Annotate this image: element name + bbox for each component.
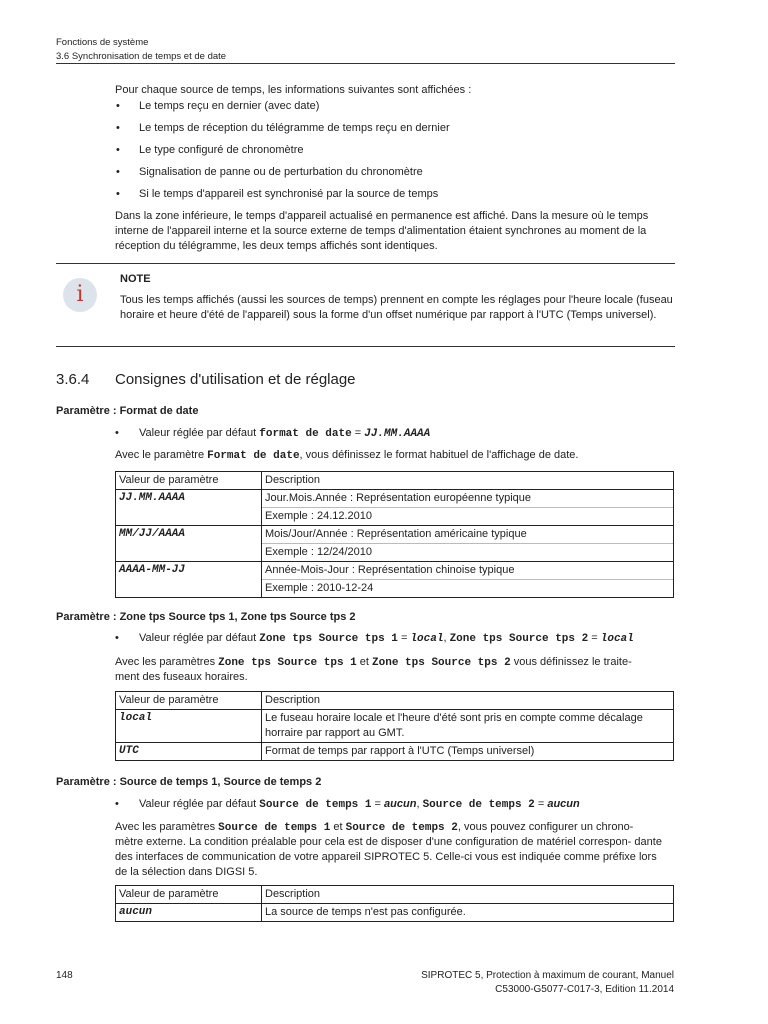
footer-doc-ref: C53000-G5077-C017-3, Edition 11.2014 bbox=[495, 984, 674, 995]
param2-table bbox=[115, 691, 674, 761]
info-glyph: i bbox=[76, 282, 84, 307]
param3-table bbox=[115, 885, 674, 922]
param-name: format de date bbox=[259, 428, 352, 440]
header-divider bbox=[56, 63, 675, 64]
table-header-row: Valeur de paramètre Description bbox=[116, 692, 674, 710]
param1-description: Avec le paramètre Format de date, vous définissez le format habituel de l'affichage de date. bbox=[115, 449, 579, 462]
param1-default: • Valeur réglée par défaut format de date = JJ.MM.AAAA bbox=[115, 427, 431, 440]
running-header-section: Fonctions de système bbox=[56, 37, 149, 48]
info-icon bbox=[63, 278, 97, 312]
table-row: MM/JJ/AAAA Mois/Jour/Année : Représentation américaine typique Exemple : 12/24/2010 bbox=[116, 526, 674, 562]
footer-doc-title: SIPROTEC 5, Protection à maximum de courant, Manuel bbox=[421, 970, 674, 981]
param2-description: Avec les paramètres Zone tps Source tps 1 et Zone tps Source tps 2 vous définissez le traite- bbox=[115, 656, 632, 669]
list-item: • Si le temps d'appareil est synchronisé par la source de temps bbox=[115, 187, 677, 209]
list-item: • Signalisation de panne ou de perturbation du chronomètre bbox=[115, 165, 677, 187]
intro-lead: Pour chaque source de temps, les informations suivantes sont affichées : bbox=[115, 84, 472, 96]
table-row: JJ.MM.AAAA Jour.Mois.Année : Représentation européenne typique Exemple : 24.12.2010 bbox=[116, 490, 674, 526]
param2-heading: Paramètre : Zone tps Source tps 1, Zone tps Source tps 2 bbox=[56, 611, 356, 623]
running-header-subsection: 3.6 Synchronisation de temps et de date bbox=[56, 51, 227, 62]
section-number: 3.6.4 bbox=[56, 371, 90, 388]
param3-heading: Paramètre : Source de temps 1, Source de temps 2 bbox=[56, 776, 322, 788]
list-item: • Le temps de réception du télégramme de temps reçu en dernier bbox=[115, 121, 677, 143]
table-header-row: Valeur de paramètre Description bbox=[116, 472, 674, 490]
page-number: 148 bbox=[56, 970, 73, 981]
intro-paragraph: Dans la zone inférieure, le temps d'appareil actualisé en permanence est affiché. Dans la mesure où le temps interne de l'appareil interne et la source externe de temps d'alimentation étaient synchrones au moment de la réception du télégramme, les deux temps affichés sont identiques. bbox=[115, 210, 649, 252]
param3-description: Avec les paramètres Source de temps 1 et Source de temps 2, vous pouvez configurer un chrono- bbox=[115, 821, 634, 834]
param2-description-cont: ment des fuseaux horaires. bbox=[115, 671, 248, 683]
note-top-rule bbox=[56, 263, 675, 264]
table-row: aucun La source de temps n'est pas configurée. bbox=[116, 904, 674, 922]
note-bottom-rule bbox=[56, 346, 675, 347]
param1-heading: Paramètre : Format de date bbox=[56, 405, 199, 417]
note-title: NOTE bbox=[120, 273, 151, 285]
table-row: UTC Format de temps par rapport à l'UTC (Temps universel) bbox=[116, 743, 674, 761]
list-item: • Le type configuré de chronomètre bbox=[115, 143, 677, 165]
list-item: • Le temps reçu en dernier (avec date) bbox=[115, 99, 677, 121]
table-row: local Le fuseau horaire locale et l'heure d'été sont pris en compte comme décalage horraire par rapport au GMT. bbox=[116, 710, 674, 743]
param3-default: • Valeur réglée par défaut Source de temps 1 = aucun, Source de temps 2 = aucun bbox=[115, 798, 580, 811]
intro-bullet-list bbox=[115, 99, 677, 209]
param2-default: • Valeur réglée par défaut Zone tps Source tps 1 = local, Zone tps Source tps 2 = local bbox=[115, 632, 634, 645]
note-text: Tous les temps affichés (aussi les sources de temps) prennent en compte les réglages pour l'heure locale (fuseau horaire et heure d'été de l'appareil) sous la forme d'un offset numérique par rapport à l'UTC (Temps universel). bbox=[120, 294, 673, 321]
section-title: Consignes d'utilisation et de réglage bbox=[115, 371, 356, 388]
param3-description-cont: mètre externe. La condition préalable pour cela est de disposer d'une configuration de matériel correspon- dante des interfaces de communication de votre appareil SIPROTEC 5. Celle-ci vous est indiquée comme préfixe lors de la sélection dans DIGSI 5. bbox=[115, 836, 662, 878]
param1-table bbox=[115, 471, 674, 598]
param-value: JJ.MM.AAAA bbox=[364, 428, 431, 440]
table-row: AAAA-MM-JJ Année-Mois-Jour : Représentation chinoise typique Exemple : 2010-12-24 bbox=[116, 562, 674, 598]
table-header-row: Valeur de paramètre Description bbox=[116, 886, 674, 904]
